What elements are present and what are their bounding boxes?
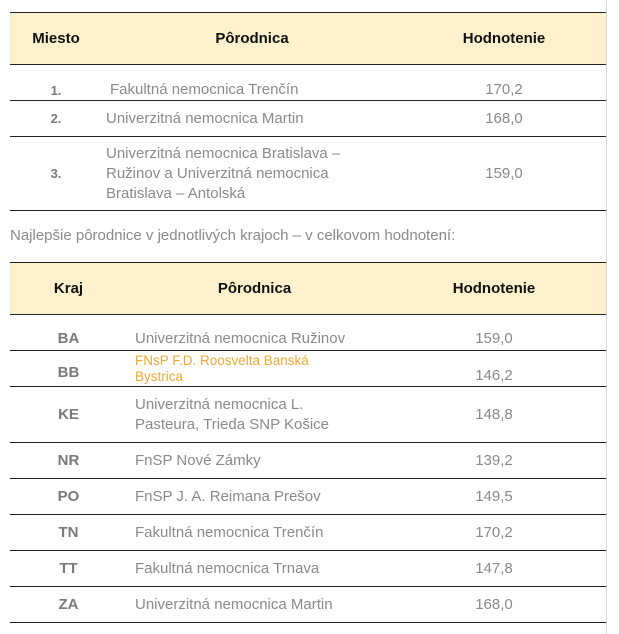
regional-maternity-table bbox=[10, 262, 606, 623]
hospital-name: Fakultná nemocnica Trnava bbox=[135, 560, 320, 577]
table-row bbox=[10, 137, 606, 211]
score: 148,8 bbox=[475, 406, 513, 423]
header-score: Hodnotenie bbox=[452, 280, 536, 297]
score: 168,0 bbox=[485, 110, 523, 127]
right-border bbox=[606, 0, 607, 634]
score: 168,0 bbox=[475, 596, 513, 613]
regional-intro-text: Najlepšie pôrodnice v jednotlivých krajoch – v celkovom hodnotení: bbox=[10, 227, 456, 244]
table-row bbox=[10, 65, 606, 101]
score: 147,8 bbox=[475, 560, 513, 577]
hospital-name: Fakultná nemocnica Trenčín bbox=[135, 524, 324, 541]
rank: 3. bbox=[50, 166, 62, 181]
score: 139,2 bbox=[475, 452, 513, 469]
score: 146,2 bbox=[475, 367, 513, 384]
hospital-link[interactable]: FNsP F.D. Roosvelta Banská Bystrica bbox=[135, 352, 309, 384]
table-row bbox=[10, 587, 606, 623]
hospital-name: FnSP Nové Zámky bbox=[135, 452, 261, 469]
table-row bbox=[10, 101, 606, 137]
region-code: KE bbox=[58, 406, 79, 423]
score: 170,2 bbox=[475, 524, 513, 541]
hospital-name: Univerzitná nemocnica Bratislava – Ružinov a Univerzitná nemocnica Bratislava – Antolská bbox=[106, 144, 341, 202]
region-code: BA bbox=[57, 330, 80, 347]
hospital-name: Univerzitná nemocnica Martin bbox=[135, 596, 333, 613]
header-rank: Miesto bbox=[32, 30, 80, 47]
header-score: Hodnotenie bbox=[462, 30, 546, 47]
table-row bbox=[10, 387, 606, 443]
hospital-name: Fakultná nemocnica Trenčín bbox=[110, 81, 299, 98]
table-row bbox=[10, 479, 606, 515]
score: 159,0 bbox=[475, 330, 513, 347]
table-row bbox=[10, 351, 606, 387]
table-row bbox=[10, 515, 606, 551]
region-code: BB bbox=[57, 364, 80, 381]
table-row bbox=[10, 443, 606, 479]
hospital-name: Univerzitná nemocnica L. Pasteura, Trieda SNP Košice bbox=[135, 395, 329, 433]
hospital-name: FnSP J. A. Reimana Prešov bbox=[135, 488, 321, 505]
score: 149,5 bbox=[475, 488, 513, 505]
table-row bbox=[10, 315, 606, 351]
score: 170,2 bbox=[485, 81, 523, 98]
region-code: TN bbox=[58, 524, 79, 541]
header-region: Kraj bbox=[53, 280, 84, 297]
header-hospital: Pôrodnica bbox=[217, 280, 292, 297]
top-maternity-table bbox=[10, 12, 606, 211]
table-header bbox=[10, 13, 606, 65]
hospital-name: Univerzitná nemocnica Ružinov bbox=[135, 330, 346, 347]
hospital-name: Univerzitná nemocnica Martin bbox=[106, 110, 304, 127]
header-hospital: Pôrodnica bbox=[215, 30, 289, 47]
region-code: NR bbox=[57, 452, 80, 469]
region-code: TT bbox=[59, 560, 78, 577]
region-code: PO bbox=[57, 488, 80, 505]
table-header bbox=[10, 263, 606, 315]
score: 159,0 bbox=[485, 165, 523, 182]
region-code: ZA bbox=[58, 596, 79, 613]
table-row bbox=[10, 551, 606, 587]
rank: 2. bbox=[50, 111, 62, 126]
rank: 1. bbox=[50, 83, 62, 98]
